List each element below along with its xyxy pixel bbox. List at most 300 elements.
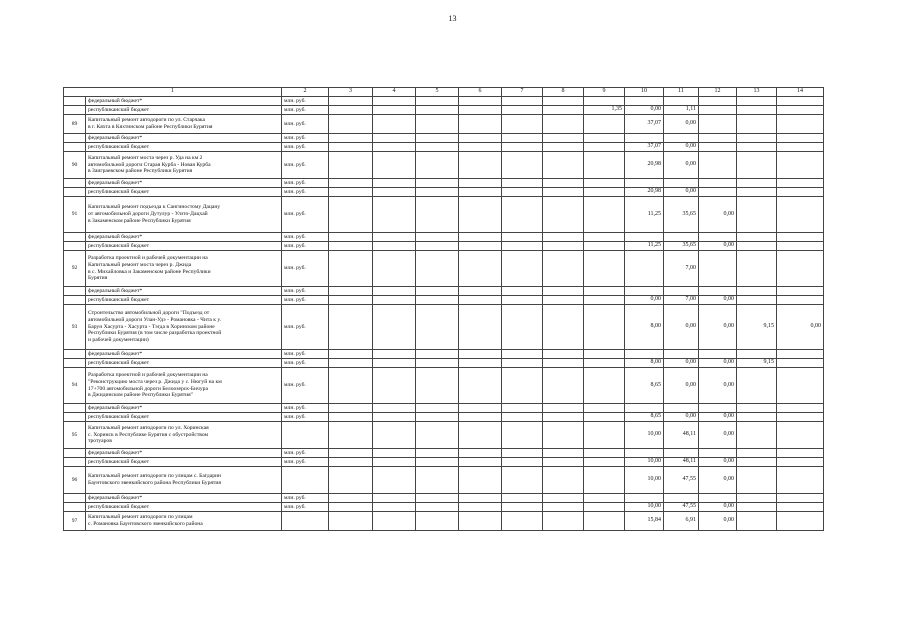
value-cell [737,97,777,106]
table-row [64,152,824,179]
value-cell [664,494,699,503]
row-description [86,152,282,179]
description-line: с. Хоринск в Республике Бурятия с обустройством [88,431,209,438]
row-unit: млн. руб. [282,106,329,115]
value-cell: 1,35 [584,106,625,115]
row-unit: млн. руб. [282,143,329,152]
value-cell: 15,84 [625,512,664,531]
row-number [64,359,86,368]
column-header: 4 [373,88,416,97]
table-row [64,179,824,188]
value-cell: 0,00 [664,115,699,134]
value-cell [737,467,777,494]
value-cell [373,197,416,233]
value-cell [777,368,824,404]
value-cell [625,179,664,188]
value-cell [373,305,416,350]
row-unit: млн. руб. [282,350,329,359]
value-cell [416,296,459,305]
value-cell [329,188,373,197]
value-cell: 20,98 [625,152,664,179]
value-cell [459,115,502,134]
value-cell: 37,07 [625,115,664,134]
value-cell [329,449,373,458]
value-cell [459,152,502,179]
value-cell [777,233,824,242]
value-cell: 7,00 [664,251,699,287]
value-cell [584,287,625,296]
value-cell [459,467,502,494]
value-cell: 0,00 [664,413,699,422]
row-description [86,242,282,251]
value-cell [699,143,737,152]
value-cell [737,143,777,152]
description-line: в Заиграевском районе Республики Бурятия [88,168,193,175]
value-cell: 48,11 [664,458,699,467]
row-number [64,179,86,188]
value-cell [737,115,777,134]
value-cell [329,251,373,287]
value-cell: 0,00 [699,197,737,233]
row-number [64,233,86,242]
value-cell [416,413,459,422]
row-unit: млн. руб. [282,287,329,296]
row-unit: млн. руб. [282,97,329,106]
value-cell [502,503,543,512]
description-line: 17+700 автомобильной дороги Белоозерск-Бичура [88,385,208,392]
description-line: федеральный бюджет* [88,233,143,240]
value-cell [777,134,824,143]
value-cell [584,503,625,512]
description-line: республиканский бюджет [88,296,150,303]
value-cell: 0,00 [777,305,824,350]
value-cell [737,413,777,422]
row-unit: млн. руб. [282,197,329,233]
row-number: 97 [64,512,86,531]
value-cell [777,287,824,296]
value-cell: 0,00 [625,296,664,305]
value-cell [373,143,416,152]
row-description [86,287,282,296]
value-cell: 0,00 [699,458,737,467]
description-line: федеральный бюджет* [88,449,143,456]
table-row [64,512,824,531]
value-cell [329,233,373,242]
row-number [64,143,86,152]
value-cell [737,449,777,458]
description-line: в г. Кяхта в Кяхтинском районе Республики Бурятия [88,124,213,130]
value-cell [459,512,502,531]
value-cell [459,296,502,305]
table-row [64,413,824,422]
value-cell [502,287,543,296]
row-unit: млн. руб. [282,152,329,179]
value-cell [502,233,543,242]
value-cell [502,115,543,134]
value-cell [329,458,373,467]
value-cell [777,467,824,494]
value-cell [416,404,459,413]
value-cell [699,134,737,143]
value-cell [777,296,824,305]
row-number: 93 [64,305,86,350]
description-line: республиканский бюджет [88,503,150,510]
value-cell [737,233,777,242]
value-cell [584,359,625,368]
value-cell [664,350,699,359]
value-cell [699,350,737,359]
value-cell [737,152,777,179]
value-cell [737,503,777,512]
row-description [86,458,282,467]
row-unit [282,422,329,449]
value-cell [459,188,502,197]
value-cell [584,350,625,359]
value-cell [502,350,543,359]
value-cell: 9,15 [737,305,777,350]
row-unit: млн. руб. [282,305,329,350]
value-cell [329,143,373,152]
value-cell [699,494,737,503]
value-cell: 0,00 [699,467,737,494]
column-header: 12 [699,88,737,97]
value-cell [416,287,459,296]
value-cell: 0,00 [699,503,737,512]
row-unit: млн. руб. [282,115,329,134]
value-cell [459,179,502,188]
value-cell: 0,00 [664,305,699,350]
value-cell [373,287,416,296]
description-line: Капитальный ремонт автодороги по улицам [88,514,193,521]
value-cell: 10,00 [625,458,664,467]
value-cell [584,467,625,494]
value-cell [664,97,699,106]
value-cell [416,494,459,503]
table-row [64,97,824,106]
description-line: автомобильной дороги Старая Курба - Новая Курба [88,161,211,168]
value-cell [459,449,502,458]
table-row [64,458,824,467]
value-cell [584,404,625,413]
column-header: 2 [282,88,329,97]
value-cell [777,143,824,152]
row-description [86,115,282,134]
value-cell [502,197,543,233]
row-description [86,413,282,422]
row-description [86,197,282,233]
value-cell [584,449,625,458]
description-line: Баунтовского эвенкийского района Республики Бурятия [88,480,221,486]
description-line: федеральный бюджет* [88,97,143,104]
table-row [64,368,824,404]
description-line: Республики Бурятия (в том числе разработка проектной [88,330,222,337]
column-header: 10 [625,88,664,97]
value-cell [373,422,416,449]
table-row [64,296,824,305]
column-header: 6 [459,88,502,97]
value-cell [373,503,416,512]
table-row [64,134,824,143]
row-unit [282,512,329,531]
value-cell [584,368,625,404]
value-cell: 0,00 [699,512,737,531]
row-unit: млн. руб. [282,134,329,143]
value-cell [543,197,584,233]
row-description [86,97,282,106]
value-cell [584,422,625,449]
value-cell [584,296,625,305]
value-cell [625,287,664,296]
value-cell [502,449,543,458]
value-cell: 11,25 [625,242,664,251]
value-cell [329,467,373,494]
value-cell [543,188,584,197]
row-unit: млн. руб. [282,188,329,197]
value-cell [373,467,416,494]
value-cell [699,97,737,106]
value-cell [543,179,584,188]
value-cell [543,134,584,143]
row-number [64,404,86,413]
value-cell [373,368,416,404]
value-cell: 0,00 [664,188,699,197]
value-cell [459,106,502,115]
value-cell [584,179,625,188]
description-line: в Джидинском районе Республики Бурятия" [88,392,194,399]
value-cell [373,296,416,305]
value-cell [416,251,459,287]
value-cell [777,350,824,359]
value-cell: 35,65 [664,197,699,233]
value-cell [459,143,502,152]
value-cell [416,134,459,143]
value-cell [737,188,777,197]
value-cell [625,134,664,143]
value-cell [777,512,824,531]
value-cell [625,404,664,413]
row-unit: млн. руб. [282,368,329,404]
value-cell [664,134,699,143]
description-line: федеральный бюджет* [88,287,143,294]
value-cell: 0,00 [664,143,699,152]
value-cell: 35,65 [664,242,699,251]
value-cell [543,458,584,467]
value-cell [737,251,777,287]
value-cell [459,494,502,503]
value-cell [543,404,584,413]
value-cell [459,242,502,251]
value-cell [543,115,584,134]
value-cell [502,97,543,106]
value-cell [543,449,584,458]
description-line: Капитальный ремонт автодороги по ул. Старчака [88,117,206,124]
value-cell: 8,65 [625,413,664,422]
value-cell: 10,00 [625,422,664,449]
value-cell: 0,00 [699,359,737,368]
row-number [64,97,86,106]
table-row [64,494,824,503]
value-cell [459,359,502,368]
value-cell: 8,00 [625,305,664,350]
value-cell [543,106,584,115]
description-line: Капитальный ремонт моста через р. Уда на км 2 [88,154,203,161]
value-cell: 0,00 [699,296,737,305]
value-cell [777,188,824,197]
row-description [86,512,282,531]
value-cell: 10,00 [625,467,664,494]
value-cell [502,188,543,197]
row-description [86,494,282,503]
value-cell [502,359,543,368]
value-cell [416,467,459,494]
row-number [64,287,86,296]
value-cell [737,287,777,296]
value-cell [459,350,502,359]
value-cell [584,512,625,531]
value-cell [373,413,416,422]
value-cell [777,179,824,188]
value-cell [329,106,373,115]
value-cell [502,134,543,143]
value-cell: 48,11 [664,422,699,449]
row-number [64,134,86,143]
value-cell [373,251,416,287]
row-number [64,296,86,305]
value-cell [584,97,625,106]
value-cell [664,233,699,242]
row-number [64,503,86,512]
value-cell [543,305,584,350]
description-line: Бурятия [88,275,108,282]
value-cell [416,152,459,179]
value-cell [502,305,543,350]
row-description [86,467,282,494]
value-cell [543,503,584,512]
row-unit: млн. руб. [282,242,329,251]
value-cell [625,233,664,242]
value-cell [584,305,625,350]
value-cell [373,106,416,115]
value-cell [777,359,824,368]
value-cell [737,404,777,413]
value-cell [737,368,777,404]
row-number [64,350,86,359]
value-cell: 7,00 [664,296,699,305]
value-cell [699,404,737,413]
value-cell [416,512,459,531]
value-cell: 8,00 [625,359,664,368]
value-cell: 1,11 [664,106,699,115]
value-cell [543,413,584,422]
description-line: Капитальный ремонт автодороги по ул. Хоринская [88,424,209,431]
value-cell [329,97,373,106]
description-line: от автомобильной дороги Дутулур - Улзто-Дацхай [88,211,208,217]
value-cell [737,197,777,233]
row-description [86,422,282,449]
value-cell [416,233,459,242]
row-unit: млн. руб. [282,359,329,368]
table-row [64,233,824,242]
value-cell [329,115,373,134]
row-description [86,350,282,359]
value-cell [502,413,543,422]
description-line: федеральный бюджет* [88,404,143,411]
program-table [63,87,824,531]
value-cell [502,143,543,152]
value-cell [584,152,625,179]
value-cell [416,350,459,359]
value-cell [459,97,502,106]
column-header: 8 [543,88,584,97]
description-line: республиканский бюджет [88,242,150,249]
table-row [64,143,824,152]
value-cell: 0,00 [699,368,737,404]
value-cell [543,287,584,296]
value-cell [543,350,584,359]
value-cell [502,458,543,467]
value-cell [737,242,777,251]
value-cell [329,152,373,179]
value-cell [373,233,416,242]
description-line: республиканский бюджет [88,106,150,113]
value-cell [737,458,777,467]
value-cell [459,233,502,242]
value-cell: 0,00 [664,359,699,368]
value-cell [416,242,459,251]
row-number [64,242,86,251]
value-cell [777,115,824,134]
row-unit: млн. руб. [282,503,329,512]
value-cell [459,287,502,296]
value-cell [584,188,625,197]
table-row [64,188,824,197]
description-line: федеральный бюджет* [88,494,143,501]
value-cell [699,152,737,179]
value-cell [584,197,625,233]
table-row [64,251,824,287]
value-cell [502,368,543,404]
value-cell [329,503,373,512]
value-cell [777,97,824,106]
row-unit: млн. руб. [282,179,329,188]
value-cell [543,422,584,449]
value-cell [584,115,625,134]
value-cell: 6,91 [664,512,699,531]
description-line: в Закаменском районе Республики Бурятия [88,217,191,224]
value-cell [699,179,737,188]
description-line: Разработка проектной и рабочей документации на [88,371,208,378]
row-number: 89 [64,115,86,134]
value-cell [584,251,625,287]
value-cell [502,494,543,503]
row-number: 94 [64,368,86,404]
description-line: Капитальный ремонт подъезда к Сангиностому Дацану [88,204,221,211]
value-cell [502,404,543,413]
value-cell [777,449,824,458]
value-cell [329,404,373,413]
value-cell [459,197,502,233]
row-number [64,106,86,115]
value-cell: 0,00 [699,422,737,449]
value-cell [329,350,373,359]
value-cell: 0,00 [699,305,737,350]
row-number: 92 [64,251,86,287]
column-header: 13 [737,88,777,97]
value-cell [373,97,416,106]
description-line: в с. Михайловка и Закаменском районе Республики [88,268,211,275]
value-cell [459,413,502,422]
value-cell [625,251,664,287]
